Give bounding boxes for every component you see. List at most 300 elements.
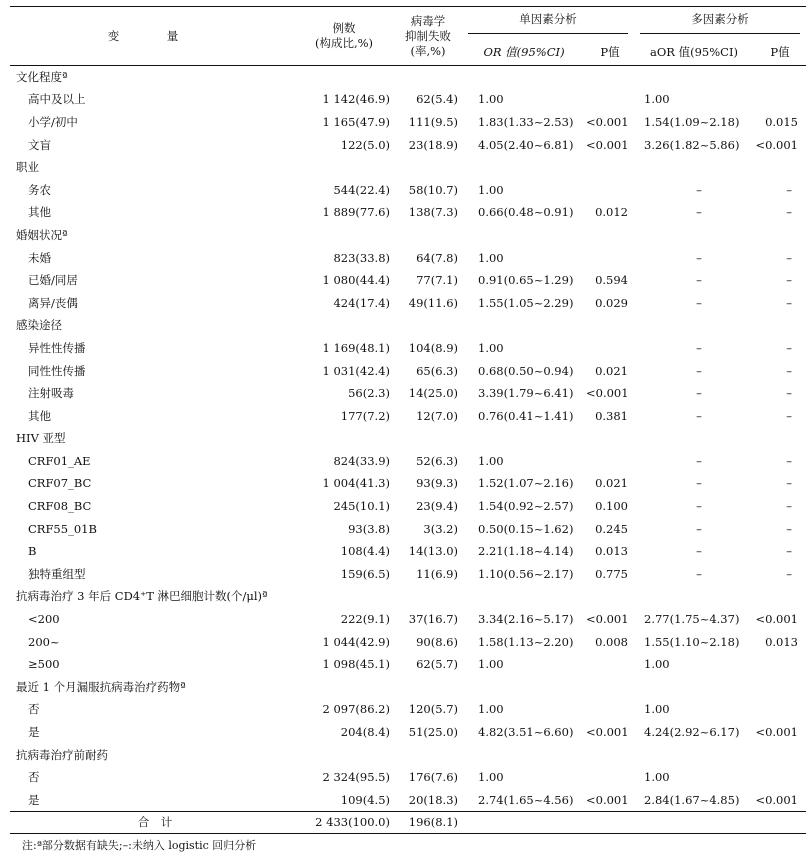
row-failure bbox=[394, 427, 462, 450]
row-ap bbox=[754, 698, 806, 721]
row-p bbox=[586, 66, 634, 89]
not-included-dash: – bbox=[786, 566, 792, 581]
table-row bbox=[10, 630, 806, 653]
row-count: 823(33.8) bbox=[333, 250, 390, 265]
row-aor bbox=[634, 404, 754, 427]
not-included-dash: – bbox=[786, 386, 792, 401]
row-ap bbox=[754, 224, 806, 247]
table-row bbox=[10, 472, 806, 495]
row-count: 1 080(44.4) bbox=[322, 273, 390, 288]
results-table bbox=[10, 6, 806, 834]
not-included-dash: – bbox=[696, 499, 702, 514]
row-label: 文化程度ª bbox=[16, 70, 68, 85]
row-or: 1.00 bbox=[478, 340, 504, 355]
row-label: 未婚 bbox=[28, 250, 51, 265]
row-or: 1.00 bbox=[478, 453, 504, 468]
row-or: 1.00 bbox=[478, 770, 504, 785]
row-aor: 1.00 bbox=[644, 702, 670, 717]
row-count bbox=[294, 743, 394, 766]
row-count: 824(33.9) bbox=[333, 453, 390, 468]
row-p: <0.001 bbox=[586, 792, 629, 807]
not-included-dash: – bbox=[696, 476, 702, 491]
total-failure: 196(8.1) bbox=[394, 811, 462, 833]
row-aor: 1.00 bbox=[644, 92, 670, 107]
row-p bbox=[586, 337, 634, 360]
row-aor bbox=[634, 156, 754, 179]
row-aor bbox=[634, 201, 754, 224]
row-aor: 4.24(2.92~6.17) bbox=[644, 725, 740, 740]
row-aor: 1.00 bbox=[644, 657, 670, 672]
row-label: 同性性传播 bbox=[28, 363, 86, 378]
row-p: <0.001 bbox=[586, 725, 629, 740]
row-or: 0.91(0.65~1.29) bbox=[478, 273, 574, 288]
table-body bbox=[10, 66, 806, 812]
row-count bbox=[294, 676, 394, 699]
row-p: 0.594 bbox=[595, 273, 628, 288]
row-or: 1.83(1.33~2.53) bbox=[478, 114, 574, 129]
row-count: 1 169(48.1) bbox=[322, 340, 390, 355]
row-failure: 104(8.9) bbox=[408, 340, 458, 355]
row-aor bbox=[634, 495, 754, 518]
row-ap bbox=[754, 66, 806, 89]
row-or bbox=[462, 427, 586, 450]
table-row bbox=[10, 269, 806, 292]
row-aor: 3.26(1.82~5.86) bbox=[644, 137, 740, 152]
row-failure: 37(16.7) bbox=[408, 612, 458, 627]
row-ap: 0.013 bbox=[765, 634, 798, 649]
row-or: 0.68(0.50~0.94) bbox=[478, 363, 574, 378]
table-row bbox=[10, 382, 806, 405]
table-row bbox=[10, 404, 806, 427]
row-or bbox=[462, 743, 586, 766]
row-ap bbox=[754, 337, 806, 360]
row-or: 1.52(1.07~2.16) bbox=[478, 476, 574, 491]
group-header-row bbox=[10, 156, 806, 179]
row-aor bbox=[634, 291, 754, 314]
row-or: 2.74(1.65~4.56) bbox=[478, 792, 574, 807]
row-label: CRF07_BC bbox=[28, 476, 92, 491]
row-count: 204(8.4) bbox=[340, 725, 390, 740]
not-included-dash: – bbox=[696, 250, 702, 265]
row-count: 93(3.8) bbox=[348, 521, 390, 536]
row-ap: <0.001 bbox=[755, 612, 798, 627]
not-included-dash: – bbox=[696, 273, 702, 288]
row-count: 424(17.4) bbox=[333, 295, 390, 310]
group-header-row bbox=[10, 743, 806, 766]
row-failure: 62(5.7) bbox=[416, 657, 458, 672]
row-failure: 14(13.0) bbox=[408, 544, 458, 559]
table-row bbox=[10, 133, 806, 156]
row-label: 是 bbox=[28, 792, 40, 807]
row-label: HIV 亚型 bbox=[16, 431, 66, 446]
row-count: 245(10.1) bbox=[333, 499, 390, 514]
total-label: 合 计 bbox=[10, 811, 294, 833]
row-label: 务农 bbox=[28, 182, 51, 197]
row-failure: 111(9.5) bbox=[408, 114, 458, 129]
not-included-dash: – bbox=[786, 521, 792, 536]
row-count bbox=[294, 427, 394, 450]
row-or bbox=[462, 314, 586, 337]
row-or: 1.10(0.56~2.17) bbox=[478, 566, 574, 581]
group-header-row bbox=[10, 66, 806, 89]
row-p: <0.001 bbox=[586, 114, 629, 129]
row-label: 异性性传播 bbox=[28, 340, 86, 355]
row-or: 2.21(1.18~4.14) bbox=[478, 544, 574, 559]
row-p: <0.001 bbox=[586, 386, 629, 401]
row-label: ≥500 bbox=[28, 657, 60, 672]
table-row bbox=[10, 178, 806, 201]
row-count: 177(7.2) bbox=[340, 408, 390, 423]
row-aor bbox=[634, 337, 754, 360]
table-header bbox=[10, 7, 806, 66]
total-count: 2 433(100.0) bbox=[294, 811, 394, 833]
table-row bbox=[10, 337, 806, 360]
row-p: 0.381 bbox=[595, 408, 628, 423]
row-count: 2 097(86.2) bbox=[322, 702, 390, 717]
row-failure: 120(5.7) bbox=[408, 702, 458, 717]
row-aor bbox=[634, 178, 754, 201]
row-p bbox=[586, 88, 634, 111]
header-multi-p: P值 bbox=[754, 39, 806, 66]
row-ap bbox=[754, 178, 806, 201]
table-row bbox=[10, 291, 806, 314]
row-label: CRF01_AE bbox=[28, 453, 91, 468]
row-label: 抗病毒治疗前耐药 bbox=[16, 747, 108, 762]
header-variable: 变 量 bbox=[10, 7, 294, 66]
row-count bbox=[294, 224, 394, 247]
table-row bbox=[10, 359, 806, 382]
row-label: 最近 1 个月漏服抗病毒治疗药物ª bbox=[16, 679, 186, 694]
row-aor bbox=[634, 382, 754, 405]
not-included-dash: – bbox=[786, 295, 792, 310]
row-failure bbox=[394, 585, 462, 608]
row-failure bbox=[394, 224, 462, 247]
row-ap bbox=[754, 156, 806, 179]
row-ap bbox=[754, 269, 806, 292]
header-uni-p: P值 bbox=[586, 39, 634, 66]
row-aor bbox=[634, 563, 754, 586]
row-or bbox=[462, 66, 586, 89]
row-or: 1.55(1.05~2.29) bbox=[478, 295, 574, 310]
not-included-dash: – bbox=[786, 205, 792, 220]
not-included-dash: – bbox=[786, 182, 792, 197]
row-count: 108(4.4) bbox=[340, 544, 390, 559]
row-aor bbox=[634, 359, 754, 382]
row-p bbox=[586, 314, 634, 337]
row-label: 离异/丧偶 bbox=[28, 295, 78, 310]
row-label: 感染途径 bbox=[16, 318, 62, 333]
row-ap bbox=[754, 517, 806, 540]
not-included-dash: – bbox=[786, 544, 792, 559]
row-count: 1 004(41.3) bbox=[322, 476, 390, 491]
header-uni-or: OR 值(95%CI) bbox=[462, 39, 586, 66]
row-p: 0.012 bbox=[595, 205, 628, 220]
table-row bbox=[10, 653, 806, 676]
row-p: 0.021 bbox=[595, 476, 628, 491]
row-failure: 65(6.3) bbox=[416, 363, 458, 378]
row-aor bbox=[634, 314, 754, 337]
row-ap bbox=[754, 472, 806, 495]
not-included-dash: – bbox=[696, 205, 702, 220]
header-multivariate: 多因素分析 bbox=[634, 7, 806, 40]
row-ap bbox=[754, 495, 806, 518]
row-count: 544(22.4) bbox=[333, 182, 390, 197]
row-failure: 14(25.0) bbox=[408, 386, 458, 401]
row-p bbox=[586, 156, 634, 179]
row-p: 0.008 bbox=[595, 634, 628, 649]
row-failure: 62(5.4) bbox=[416, 92, 458, 107]
row-p: 0.029 bbox=[595, 295, 628, 310]
not-included-dash: – bbox=[696, 386, 702, 401]
row-failure: 11(6.9) bbox=[416, 566, 458, 581]
table-row bbox=[10, 88, 806, 111]
row-p bbox=[586, 676, 634, 699]
row-ap bbox=[754, 404, 806, 427]
row-label: 已婚/同居 bbox=[28, 273, 78, 288]
row-failure: 90(8.6) bbox=[416, 634, 458, 649]
row-count: 1 165(47.9) bbox=[322, 114, 390, 129]
group-header-row bbox=[10, 427, 806, 450]
row-ap bbox=[754, 246, 806, 269]
row-aor: 1.00 bbox=[644, 770, 670, 785]
table-footnote: 注:ª部分数据有缺失;–:未纳入 logistic 回归分析 bbox=[22, 839, 257, 852]
not-included-dash: – bbox=[786, 408, 792, 423]
row-aor bbox=[634, 224, 754, 247]
row-count: 1 031(42.4) bbox=[322, 363, 390, 378]
row-failure bbox=[394, 66, 462, 89]
table-row bbox=[10, 540, 806, 563]
row-aor: 2.77(1.75~4.37) bbox=[644, 612, 740, 627]
row-count: 122(5.0) bbox=[340, 137, 390, 152]
row-p: 0.100 bbox=[595, 499, 628, 514]
row-count: 159(6.5) bbox=[340, 566, 390, 581]
row-or: 1.00 bbox=[478, 250, 504, 265]
row-aor bbox=[634, 427, 754, 450]
row-aor: 2.84(1.67~4.85) bbox=[644, 792, 740, 807]
not-included-dash: – bbox=[696, 408, 702, 423]
row-p bbox=[586, 698, 634, 721]
table-row bbox=[10, 789, 806, 812]
row-label: B bbox=[28, 544, 37, 559]
table-row bbox=[10, 698, 806, 721]
row-or: 3.34(2.16~5.17) bbox=[478, 612, 574, 627]
row-failure: 12(7.0) bbox=[416, 408, 458, 423]
table-row bbox=[10, 201, 806, 224]
row-ap bbox=[754, 359, 806, 382]
row-aor bbox=[634, 66, 754, 89]
row-aor bbox=[634, 269, 754, 292]
row-or: 0.50(0.15~1.62) bbox=[478, 521, 574, 536]
row-count: 56(2.3) bbox=[348, 386, 390, 401]
row-label: 小学/初中 bbox=[28, 114, 78, 129]
row-aor bbox=[634, 585, 754, 608]
row-p bbox=[586, 224, 634, 247]
row-failure: 23(9.4) bbox=[416, 499, 458, 514]
row-ap bbox=[754, 450, 806, 473]
row-p: 0.775 bbox=[595, 566, 628, 581]
not-included-dash: – bbox=[696, 453, 702, 468]
not-included-dash: – bbox=[786, 340, 792, 355]
row-or: 1.54(0.92~2.57) bbox=[478, 499, 574, 514]
group-header-row bbox=[10, 314, 806, 337]
row-count: 1 098(45.1) bbox=[322, 657, 390, 672]
row-ap bbox=[754, 766, 806, 789]
row-or: 1.00 bbox=[478, 182, 504, 197]
not-included-dash: – bbox=[696, 363, 702, 378]
row-p bbox=[586, 743, 634, 766]
table-row bbox=[10, 495, 806, 518]
row-ap bbox=[754, 653, 806, 676]
row-p: 0.245 bbox=[595, 521, 628, 536]
not-included-dash: – bbox=[786, 363, 792, 378]
row-p: 0.021 bbox=[595, 363, 628, 378]
row-aor bbox=[634, 676, 754, 699]
row-or: 1.58(1.13~2.20) bbox=[478, 634, 574, 649]
row-label: 其他 bbox=[28, 205, 51, 220]
row-ap bbox=[754, 585, 806, 608]
row-label: CRF55_01B bbox=[28, 521, 97, 536]
table-row bbox=[10, 111, 806, 134]
row-failure: 93(9.3) bbox=[416, 476, 458, 491]
not-included-dash: – bbox=[696, 340, 702, 355]
table-row bbox=[10, 450, 806, 473]
header-failure: 病毒学 抑制失败 (率,%) bbox=[394, 7, 462, 66]
not-included-dash: – bbox=[696, 182, 702, 197]
row-failure: 20(18.3) bbox=[408, 792, 458, 807]
row-or: 4.05(2.40~6.81) bbox=[478, 137, 574, 152]
row-aor bbox=[634, 517, 754, 540]
row-aor bbox=[634, 450, 754, 473]
row-failure bbox=[394, 156, 462, 179]
row-count bbox=[294, 585, 394, 608]
row-ap bbox=[754, 88, 806, 111]
row-label: 文盲 bbox=[28, 137, 51, 152]
row-failure: 3(3.2) bbox=[423, 521, 458, 536]
row-p bbox=[586, 450, 634, 473]
row-or: 1.00 bbox=[478, 702, 504, 717]
not-included-dash: – bbox=[696, 566, 702, 581]
row-ap: <0.001 bbox=[755, 725, 798, 740]
row-aor bbox=[634, 246, 754, 269]
row-p bbox=[586, 585, 634, 608]
row-label: 200~ bbox=[28, 634, 60, 649]
row-count: 1 142(46.9) bbox=[322, 92, 390, 107]
row-failure bbox=[394, 676, 462, 699]
row-label: 否 bbox=[28, 770, 40, 785]
row-ap bbox=[754, 314, 806, 337]
not-included-dash: – bbox=[696, 521, 702, 536]
group-header-row bbox=[10, 676, 806, 699]
row-p bbox=[586, 246, 634, 269]
not-included-dash: – bbox=[786, 453, 792, 468]
row-count bbox=[294, 156, 394, 179]
row-aor bbox=[634, 472, 754, 495]
row-ap bbox=[754, 540, 806, 563]
not-included-dash: – bbox=[786, 273, 792, 288]
row-label: 职业 bbox=[16, 160, 39, 175]
row-label: 高中及以上 bbox=[28, 92, 86, 107]
row-or: 3.39(1.79~6.41) bbox=[478, 386, 574, 401]
row-p: <0.001 bbox=[586, 137, 629, 152]
row-or bbox=[462, 676, 586, 699]
row-failure: 58(10.7) bbox=[408, 182, 458, 197]
row-label: 婚姻状况ª bbox=[16, 227, 68, 242]
row-count: 1 889(77.6) bbox=[322, 205, 390, 220]
total-row bbox=[10, 811, 806, 833]
row-failure bbox=[394, 743, 462, 766]
row-count bbox=[294, 66, 394, 89]
row-p bbox=[586, 178, 634, 201]
row-count: 109(4.5) bbox=[340, 792, 390, 807]
row-or: 4.82(3.51~6.60) bbox=[478, 725, 574, 740]
group-header-row bbox=[10, 224, 806, 247]
row-label: CRF08_BC bbox=[28, 499, 92, 514]
row-aor: 1.55(1.10~2.18) bbox=[644, 634, 740, 649]
row-aor: 1.54(1.09~2.18) bbox=[644, 114, 740, 129]
row-ap bbox=[754, 743, 806, 766]
row-ap bbox=[754, 427, 806, 450]
not-included-dash: – bbox=[786, 499, 792, 514]
row-ap: 0.015 bbox=[765, 114, 798, 129]
row-failure: 51(25.0) bbox=[408, 725, 458, 740]
row-p: <0.001 bbox=[586, 612, 629, 627]
row-or bbox=[462, 585, 586, 608]
row-aor bbox=[634, 743, 754, 766]
row-or: 0.66(0.48~0.91) bbox=[478, 205, 574, 220]
row-failure: 176(7.6) bbox=[408, 770, 458, 785]
row-ap bbox=[754, 676, 806, 699]
row-p: 0.013 bbox=[595, 544, 628, 559]
table-row bbox=[10, 608, 806, 631]
not-included-dash: – bbox=[786, 476, 792, 491]
group-header-row bbox=[10, 585, 806, 608]
row-failure: 77(7.1) bbox=[416, 273, 458, 288]
row-or: 1.00 bbox=[478, 657, 504, 672]
row-ap: <0.001 bbox=[755, 137, 798, 152]
row-ap: <0.001 bbox=[755, 792, 798, 807]
row-count: 222(9.1) bbox=[340, 612, 390, 627]
row-or: 1.00 bbox=[478, 92, 504, 107]
table-row bbox=[10, 517, 806, 540]
not-included-dash: – bbox=[696, 544, 702, 559]
row-failure bbox=[394, 314, 462, 337]
row-label: 是 bbox=[28, 725, 40, 740]
row-p bbox=[586, 766, 634, 789]
row-label: 抗病毒治疗 3 年后 CD4⁺T 淋巴细胞计数(个/μl)ª bbox=[16, 589, 268, 604]
row-or bbox=[462, 224, 586, 247]
row-or bbox=[462, 156, 586, 179]
row-label: 注射吸毒 bbox=[28, 386, 74, 401]
table-row bbox=[10, 721, 806, 744]
header-multi-aor: aOR 值(95%CI) bbox=[634, 39, 754, 66]
row-label: 其他 bbox=[28, 408, 51, 423]
row-failure: 138(7.3) bbox=[408, 205, 458, 220]
row-or: 0.76(0.41~1.41) bbox=[478, 408, 574, 423]
table-row bbox=[10, 563, 806, 586]
row-failure: 23(18.9) bbox=[408, 137, 458, 152]
row-count: 2 324(95.5) bbox=[322, 770, 390, 785]
table-row bbox=[10, 246, 806, 269]
row-count bbox=[294, 314, 394, 337]
header-univariate: 单因素分析 bbox=[462, 7, 634, 40]
row-ap bbox=[754, 291, 806, 314]
row-failure: 64(7.8) bbox=[416, 250, 458, 265]
row-ap bbox=[754, 201, 806, 224]
header-count: 例数 (构成比,%) bbox=[294, 7, 394, 66]
row-ap bbox=[754, 382, 806, 405]
row-p bbox=[586, 427, 634, 450]
row-failure: 49(11.6) bbox=[408, 295, 458, 310]
